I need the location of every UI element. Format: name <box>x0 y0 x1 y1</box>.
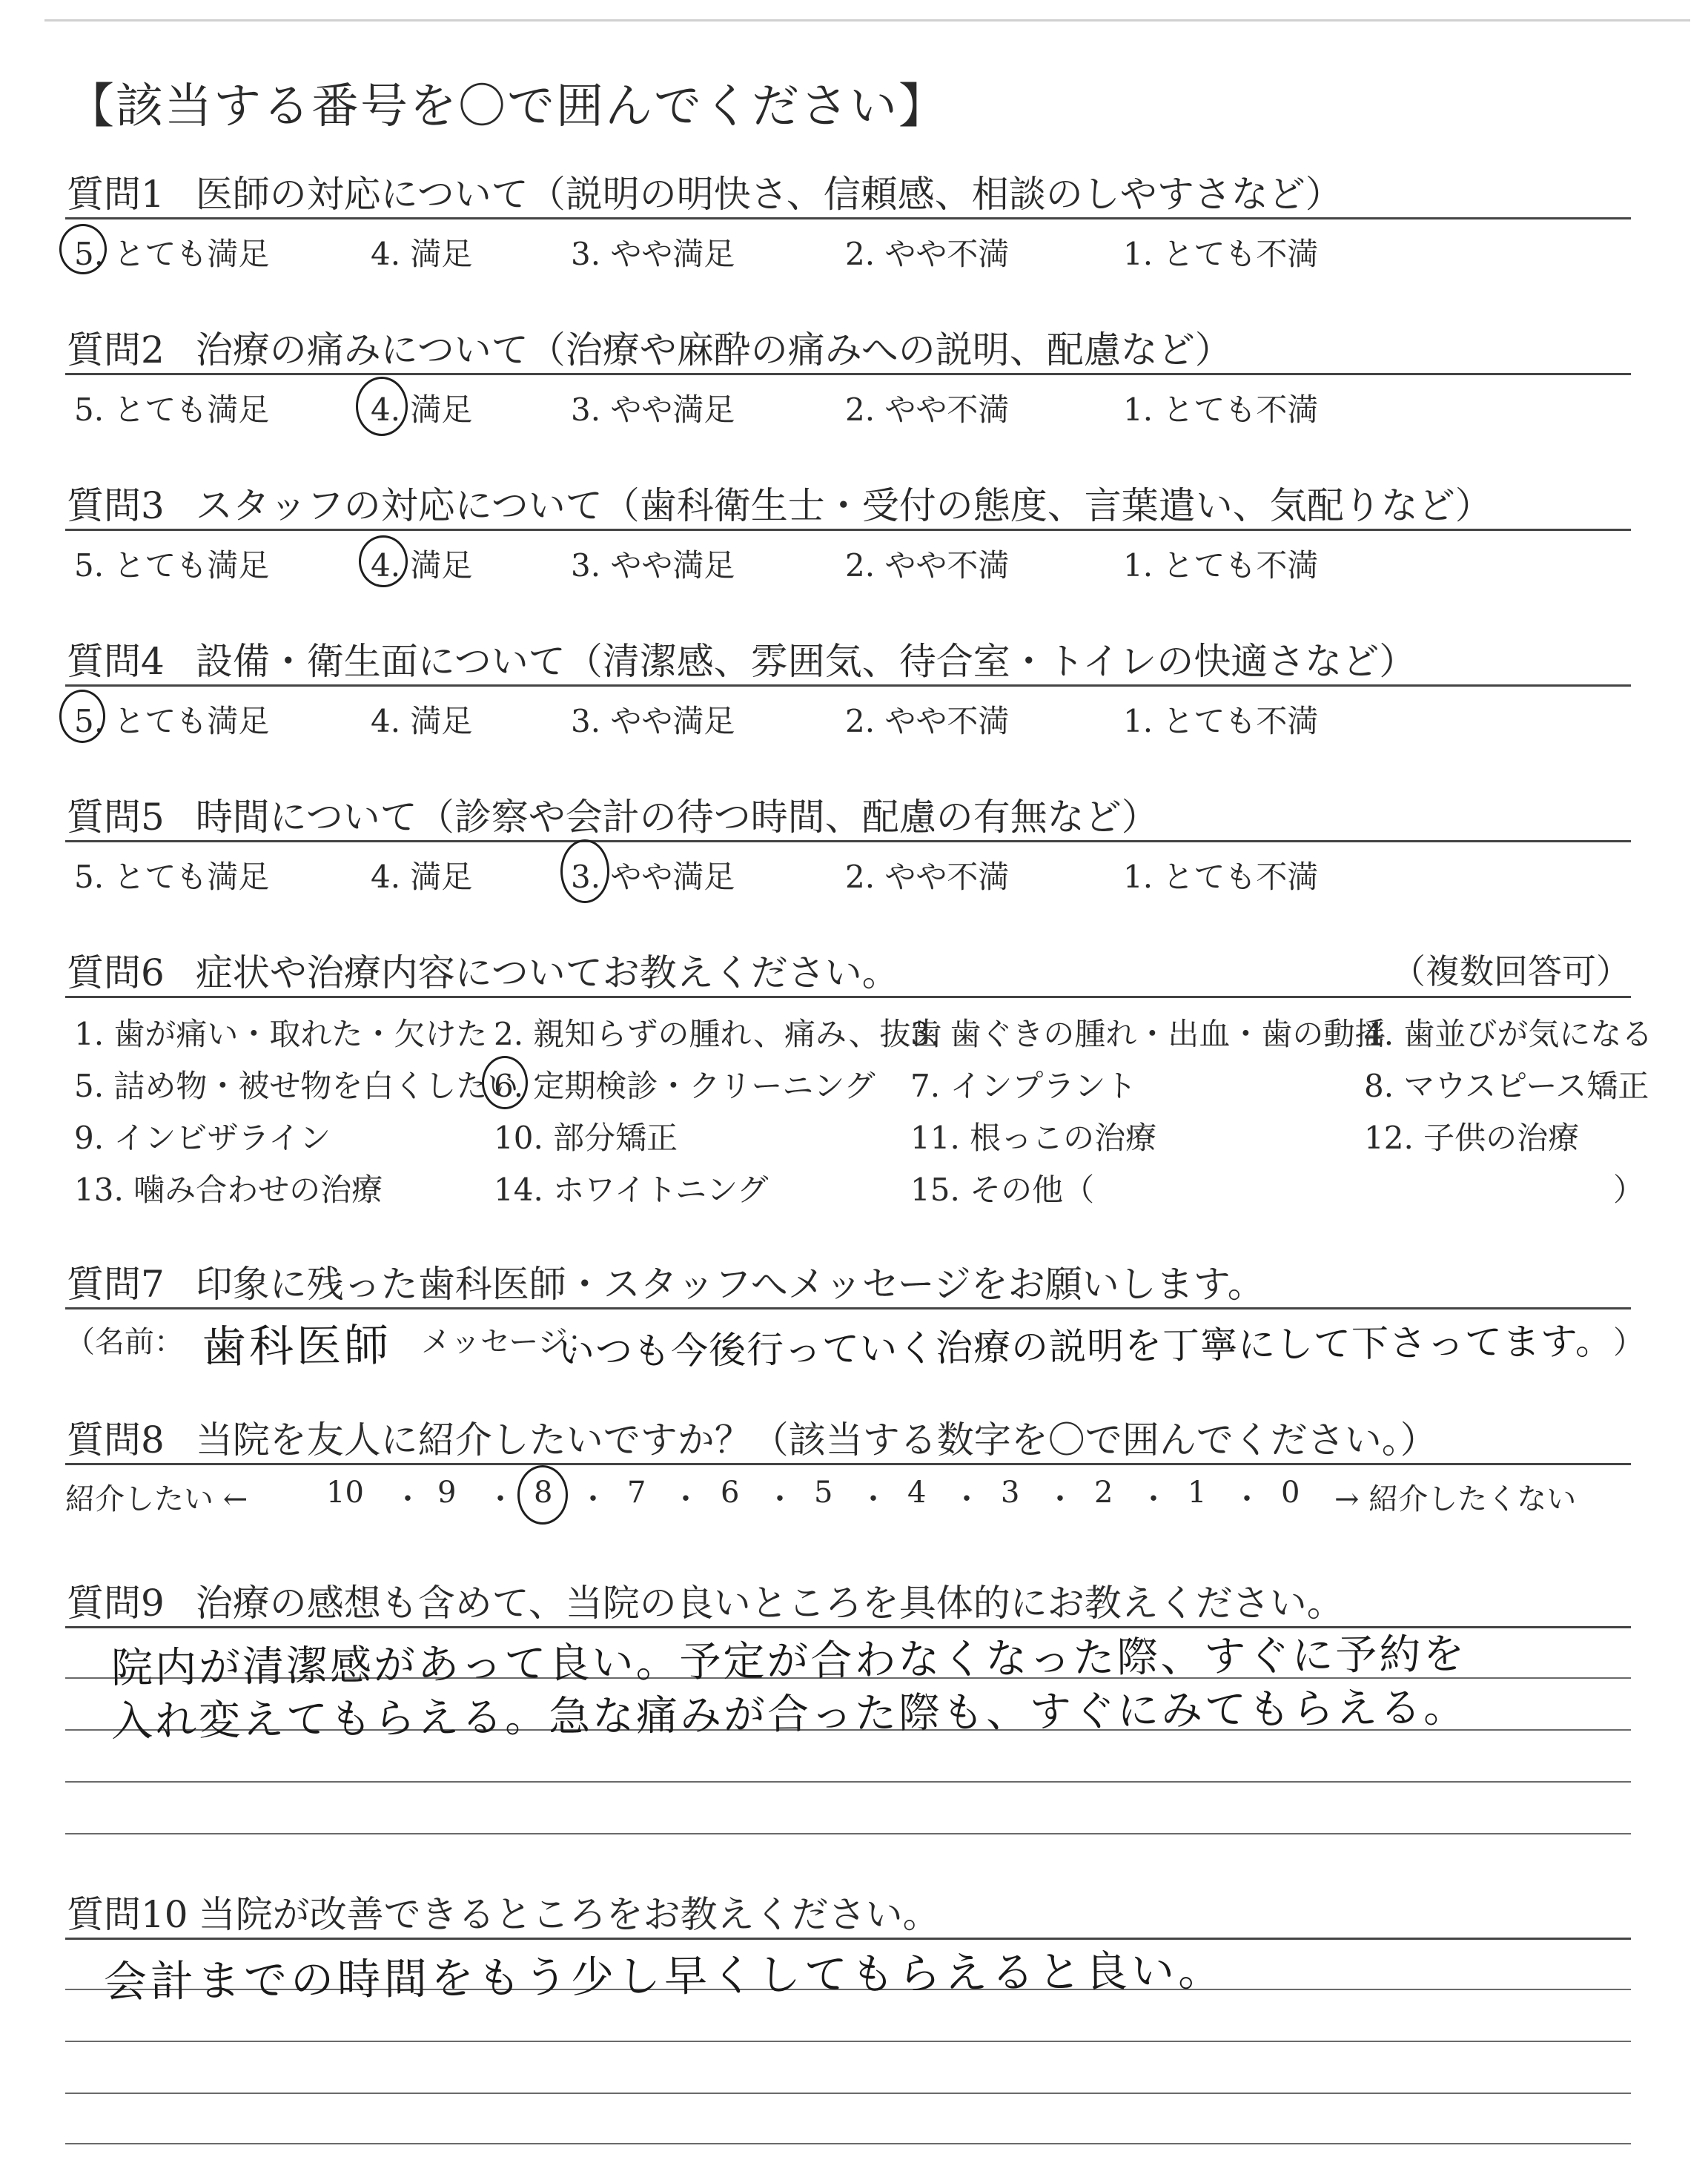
q7-message-handwritten[interactable]: いつも今後行っていく治療の説明を丁寧にして下さってます。 <box>557 1319 1614 1374</box>
question-5-number: 質問5 <box>67 796 165 839</box>
q6-option-7[interactable]: 7. インプラント <box>910 1068 1137 1104</box>
question-7-heading <box>67 1255 1265 1308</box>
q4-option-1[interactable]: 1. とても不満 <box>1123 703 1319 739</box>
question-3-number: 質問3 <box>67 484 165 527</box>
q5-option-3[interactable]: 3. やや満足 <box>571 859 735 895</box>
q10-answer-line <box>65 2093 1631 2094</box>
q8-separator: ・ <box>1232 1482 1262 1516</box>
question-4-text: 設備・衛生面について（清潔感、雰囲気、待合室・トイレの快適さなど） <box>195 640 1417 683</box>
q4-option-4[interactable]: 4. 満足 <box>371 703 473 739</box>
q8-left-label: 紹介したい ← <box>65 1482 248 1516</box>
question-4-heading <box>67 632 1416 685</box>
q8-separator: ・ <box>952 1482 982 1516</box>
question-9-heading <box>67 1573 1344 1627</box>
q9-answer-line <box>65 1781 1631 1783</box>
q4-selection-circle <box>59 690 105 743</box>
q8-separator: ・ <box>486 1482 515 1516</box>
question-8-text: 当院を友人に紹介したいですか？（該当する数字を〇で囲んでください。） <box>195 1418 1437 1462</box>
q8-scale-3[interactable]: 3 <box>1001 1476 1020 1510</box>
question-4-rule <box>65 684 1631 687</box>
q3-selection-circle <box>359 535 408 587</box>
question-3-text: スタッフの対応について（歯科衛生士・受付の態度、言葉遣い、気配りなど） <box>195 484 1492 527</box>
q6-option-15[interactable]: 15. その他（ <box>910 1172 1095 1208</box>
q5-selection-circle <box>560 839 609 903</box>
q8-separator: ・ <box>393 1482 423 1516</box>
question-2-heading <box>67 320 1232 374</box>
q8-scale-8[interactable]: 8 <box>534 1476 553 1510</box>
q6-option-13[interactable]: 13. 噛み合わせの治療 <box>74 1172 383 1208</box>
q6-option-4[interactable]: 4. 歯並びが気になる <box>1364 1016 1653 1052</box>
q2-option-1[interactable]: 1. とても不満 <box>1123 392 1319 428</box>
question-3-rule <box>65 529 1631 531</box>
q2-option-4[interactable]: 4. 満足 <box>371 392 473 428</box>
question-6-rule <box>65 996 1631 998</box>
q1-option-5[interactable]: 5. とても満足 <box>74 236 270 272</box>
question-5-text: 時間について（診察や会計の待つ時間、配慮の有無など） <box>195 796 1159 839</box>
top-border <box>44 19 1690 22</box>
q4-option-5[interactable]: 5. とても満足 <box>74 703 270 739</box>
q2-option-3[interactable]: 3. やや満足 <box>571 392 735 428</box>
q6-selection-circle <box>482 1056 528 1109</box>
q8-separator: ・ <box>671 1482 701 1516</box>
q6-option-2[interactable]: 2. 親知らずの腫れ、痛み、抜歯 <box>494 1016 942 1052</box>
q8-right-label: → 紹介したくない <box>1334 1482 1577 1516</box>
q3-option-3[interactable]: 3. やや満足 <box>571 547 735 584</box>
question-5-heading <box>67 787 1159 841</box>
q8-selection-circle <box>517 1465 568 1525</box>
q8-scale-0[interactable]: 0 <box>1281 1476 1300 1510</box>
q3-option-1[interactable]: 1. とても不満 <box>1123 547 1319 584</box>
question-10-number: 質問10 <box>67 1893 188 1936</box>
question-6-multiple-note: （複数回答可） <box>1391 951 1630 991</box>
q8-separator: ・ <box>578 1482 608 1516</box>
q8-scale-9[interactable]: 9 <box>437 1476 457 1510</box>
question-3-heading <box>67 476 1492 529</box>
question-1-text: 医師の対応について（説明の明快さ、信頼感、相談のしやすさなど） <box>195 173 1343 216</box>
q8-scale-4[interactable]: 4 <box>907 1476 927 1510</box>
q8-scale-6[interactable]: 6 <box>721 1476 740 1510</box>
q8-scale-5[interactable]: 5 <box>814 1476 833 1510</box>
question-4-number: 質問4 <box>67 640 165 683</box>
question-1-heading <box>67 165 1343 218</box>
q4-option-2[interactable]: 2. やや不満 <box>845 703 1010 739</box>
q9-answer-line <box>65 1833 1631 1834</box>
q6-option-10[interactable]: 10. 部分矯正 <box>494 1120 678 1156</box>
q9-answer-handwritten-line-1[interactable]: 院内が清潔感があって良い。予定が合わなくなった際、すぐに予約を <box>110 1630 1467 1693</box>
question-9-number: 質問9 <box>67 1582 165 1625</box>
question-6-text: 症状や治療内容についてお教えください。 <box>195 951 899 994</box>
q7-name-label: （名前： <box>65 1325 184 1359</box>
q8-scale-2[interactable]: 2 <box>1094 1476 1113 1510</box>
q6-other-close-paren: ） <box>1613 1172 1645 1208</box>
q8-scale-10[interactable]: 10 <box>326 1476 364 1510</box>
q5-option-5[interactable]: 5. とても満足 <box>74 859 270 895</box>
question-2-text: 治療の痛みについて（治療や麻酔の痛みへの説明、配慮など） <box>195 328 1232 371</box>
q7-message-label: メッセージ： <box>421 1325 598 1359</box>
question-8-rule <box>65 1463 1631 1465</box>
q8-separator: ・ <box>765 1482 795 1516</box>
question-9-text: 治療の感想も含めて、当院の良いところを具体的にお教えください。 <box>195 1582 1344 1625</box>
q10-answer-line <box>65 2143 1631 2144</box>
instruction-heading: 【該当する番号を〇で囲んでください】 <box>67 79 947 134</box>
q3-option-4[interactable]: 4. 満足 <box>371 547 473 584</box>
q5-option-1[interactable]: 1. とても不満 <box>1123 859 1319 895</box>
q6-option-5[interactable]: 5. 詰め物・被せ物を白くしたい <box>74 1068 519 1104</box>
q10-answer-handwritten-line-1[interactable]: 会計までの時間をもう少し早くしてもらえると良い。 <box>103 1945 1225 2007</box>
question-7-rule <box>65 1307 1631 1309</box>
q5-option-2[interactable]: 2. やや不満 <box>845 859 1010 895</box>
q6-option-3[interactable]: 3. 歯ぐきの腫れ・出血・歯の動揺 <box>910 1016 1386 1052</box>
question-2-rule <box>65 373 1631 375</box>
q8-separator: ・ <box>1045 1482 1075 1516</box>
question-7-number: 質問7 <box>67 1263 165 1306</box>
question-2-number: 質問2 <box>67 328 165 371</box>
q10-answer-line <box>65 2041 1631 2042</box>
q1-option-1[interactable]: 1. とても不満 <box>1123 236 1319 272</box>
q6-option-9[interactable]: 9. インビザライン <box>74 1120 331 1156</box>
q1-option-2[interactable]: 2. やや不満 <box>845 236 1010 272</box>
q7-close-paren: ） <box>1613 1324 1645 1361</box>
question-10-text: 当院が改善できるところをお教えください。 <box>198 1893 940 1936</box>
q6-option-11[interactable]: 11. 根っこの治療 <box>910 1120 1157 1156</box>
q1-selection-circle <box>59 224 107 274</box>
question-10-heading <box>67 1885 940 1938</box>
q1-option-3[interactable]: 3. やや満足 <box>571 236 735 272</box>
q6-option-14[interactable]: 14. ホワイトニング <box>494 1172 769 1208</box>
q8-separator: ・ <box>858 1482 888 1516</box>
q5-option-4[interactable]: 4. 満足 <box>371 859 473 895</box>
question-6-number: 質問6 <box>67 951 165 994</box>
q8-scale-7[interactable]: 7 <box>627 1476 646 1510</box>
q3-option-2[interactable]: 2. やや不満 <box>845 547 1010 584</box>
q6-option-8[interactable]: 8. マウスピース矯正 <box>1364 1068 1649 1104</box>
q1-option-4[interactable]: 4. 満足 <box>371 236 473 272</box>
question-8-number: 質問8 <box>67 1418 165 1462</box>
q8-separator: ・ <box>1139 1482 1168 1516</box>
q4-option-3[interactable]: 3. やや満足 <box>571 703 735 739</box>
question-6-heading <box>67 943 899 997</box>
question-8-heading <box>67 1410 1437 1464</box>
q2-selection-circle <box>356 377 408 436</box>
q8-scale-1[interactable]: 1 <box>1188 1476 1207 1510</box>
q2-option-2[interactable]: 2. やや不満 <box>845 392 1010 428</box>
question-1-rule <box>65 217 1631 219</box>
question-1-number: 質問1 <box>67 173 165 216</box>
q9-answer-handwritten-line-2[interactable]: 入れ変えてもらえる。急な痛みが合った際も、すぐにみてもらえる。 <box>110 1683 1468 1746</box>
question-5-rule <box>65 840 1631 842</box>
q6-option-12[interactable]: 12. 子供の治療 <box>1364 1120 1580 1156</box>
question-7-text: 印象に残った歯科医師・スタッフへメッセージをお願いします。 <box>195 1263 1265 1306</box>
q2-option-5[interactable]: 5. とても満足 <box>74 392 270 428</box>
q6-option-6[interactable]: 6. 定期検診・クリーニング <box>494 1068 875 1104</box>
q7-name-handwritten[interactable]: 歯科医師 <box>201 1319 392 1374</box>
q6-option-1[interactable]: 1. 歯が痛い・取れた・欠けた <box>74 1016 488 1052</box>
q3-option-5[interactable]: 5. とても満足 <box>74 547 270 584</box>
